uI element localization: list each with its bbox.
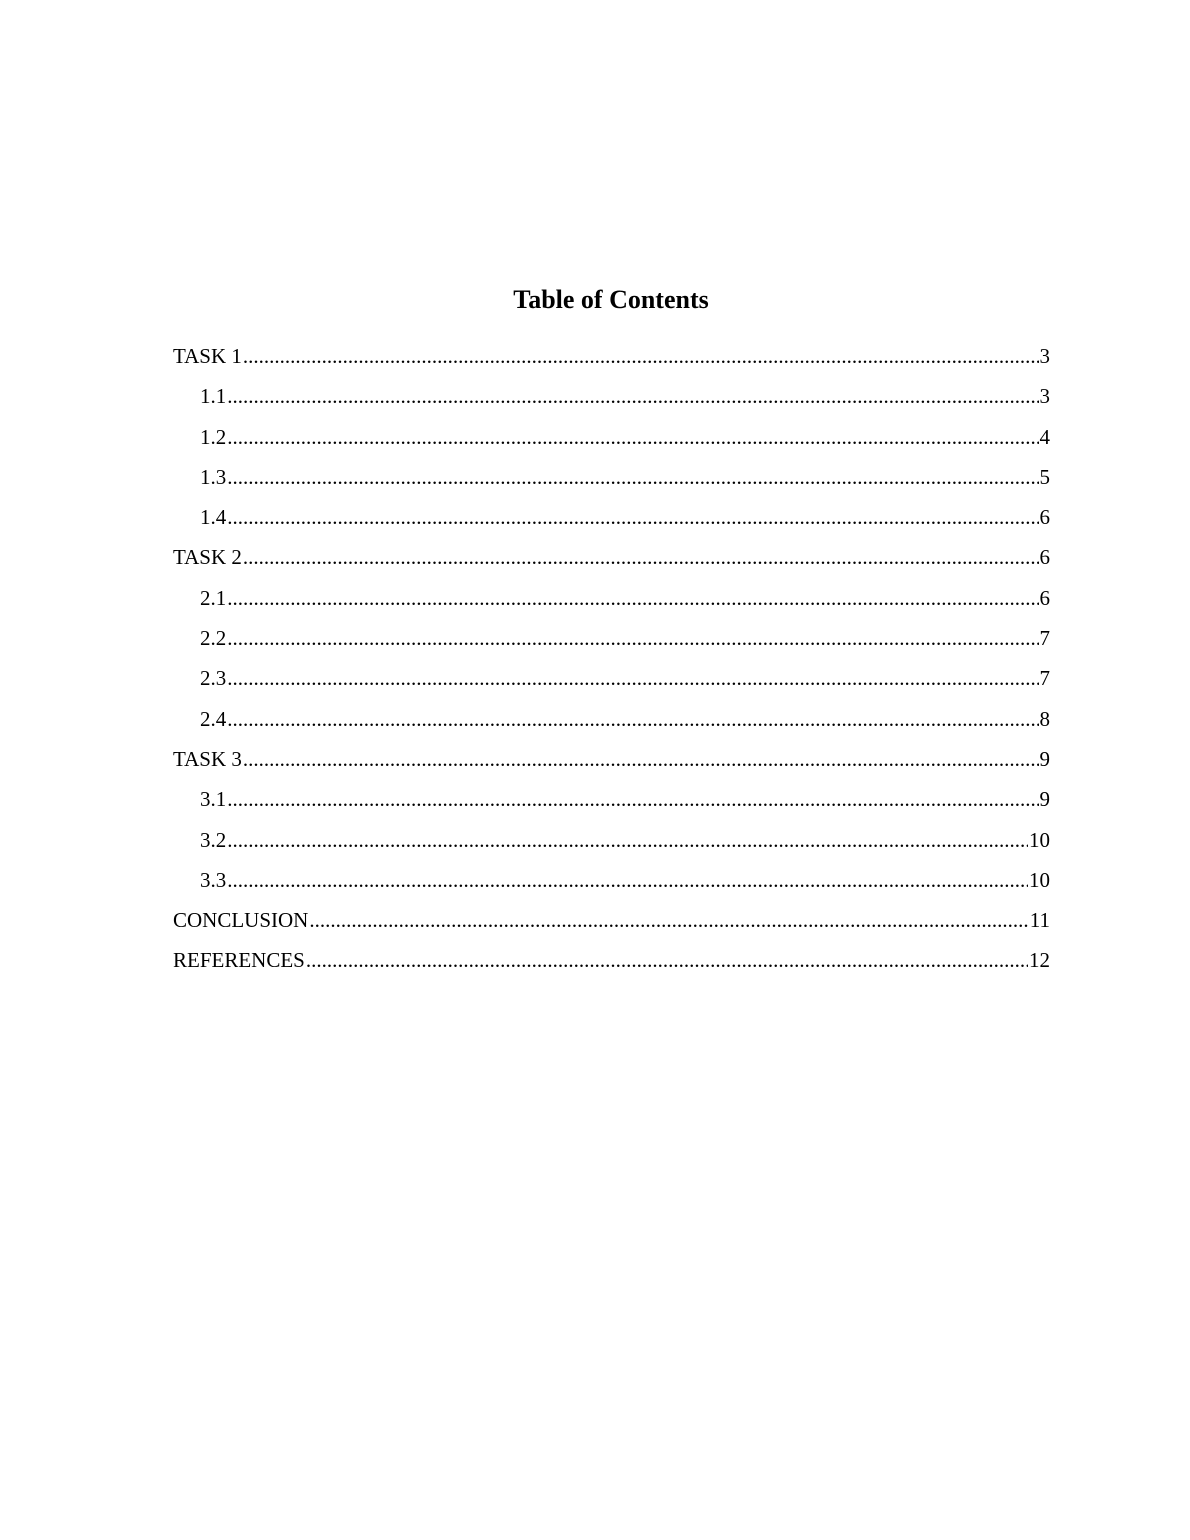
toc-dot-leader	[227, 864, 1028, 896]
toc-entry-3-2[interactable]	[173, 824, 1050, 864]
toc-dot-leader	[243, 541, 1039, 573]
toc-entry-3-1[interactable]	[173, 783, 1050, 823]
toc-entry-page-number: 5	[1039, 464, 1050, 489]
toc-entry-label: 1.2	[200, 424, 227, 449]
toc-entry-page-number: 9	[1039, 787, 1050, 812]
toc-entry-3-3[interactable]	[173, 864, 1050, 904]
toc-dot-leader	[227, 380, 1038, 412]
toc-entry-page-number: 3	[1039, 384, 1050, 409]
toc-dot-leader	[227, 421, 1038, 453]
toc-dot-leader	[227, 662, 1038, 694]
toc-dot-leader	[227, 622, 1038, 654]
toc-entry-page-number: 11	[1029, 908, 1050, 933]
toc-entry-label: 3.3	[200, 867, 227, 892]
toc-entry-1-1[interactable]	[173, 380, 1050, 420]
toc-entry-1-2[interactable]	[173, 421, 1050, 461]
toc-entry-page-number: 6	[1039, 585, 1050, 610]
toc-entry-page-number: 4	[1039, 424, 1050, 449]
toc-entry-label: CONCLUSION	[173, 908, 309, 933]
toc-entry-1-3[interactable]	[173, 461, 1050, 501]
toc-entry-page-number: 7	[1039, 626, 1050, 651]
toc-entry-conclusion[interactable]	[173, 904, 1050, 944]
toc-dot-leader	[227, 703, 1038, 735]
toc-entry-label: 1.1	[200, 384, 227, 409]
toc-entry-page-number: 7	[1039, 666, 1050, 691]
toc-entry-2-4[interactable]	[173, 703, 1050, 743]
toc-entry-2-1[interactable]	[173, 582, 1050, 622]
toc-entry-page-number: 6	[1039, 545, 1050, 570]
toc-list	[173, 340, 1050, 985]
toc-entry-references[interactable]	[173, 944, 1050, 984]
toc-entry-page-number: 8	[1039, 706, 1050, 731]
toc-entry-label: 1.3	[200, 464, 227, 489]
toc-entry-2-3[interactable]	[173, 662, 1050, 702]
toc-entry-page-number: 10	[1029, 827, 1050, 852]
toc-entry-page-number: 3	[1039, 344, 1050, 368]
toc-title: Table of Contents	[513, 285, 709, 314]
toc-entry-label: REFERENCES	[173, 948, 305, 973]
toc-entry-1-4[interactable]	[173, 501, 1050, 541]
toc-entry-label: 2.3	[200, 666, 227, 691]
toc-entry-label: TASK 3	[173, 746, 242, 771]
toc-entry-2-2[interactable]	[173, 622, 1050, 662]
toc-entry-task-3[interactable]	[173, 743, 1050, 783]
toc-entry-page-number: 10	[1029, 867, 1050, 892]
toc-entry-label: TASK 2	[173, 545, 242, 570]
toc-entry-page-number: 12	[1029, 948, 1050, 973]
toc-entry-label: TASK 1	[173, 344, 242, 368]
toc-entry-task-1[interactable]	[173, 340, 1050, 380]
toc-dot-leader	[227, 783, 1038, 815]
toc-entry-page-number: 6	[1039, 505, 1050, 530]
toc-entry-label: 2.2	[200, 626, 227, 651]
toc-dot-leader	[243, 743, 1039, 775]
toc-entry-label: 3.2	[200, 827, 227, 852]
toc-dot-leader	[306, 944, 1028, 976]
toc-entry-label: 2.1	[200, 585, 227, 610]
toc-dot-leader	[243, 340, 1039, 372]
toc-entry-task-2[interactable]	[173, 541, 1050, 581]
toc-entry-label: 3.1	[200, 787, 227, 812]
toc-dot-leader	[227, 582, 1038, 614]
toc-entry-label: 1.4	[200, 505, 227, 530]
toc-dot-leader	[227, 461, 1038, 493]
toc-entry-page-number: 9	[1039, 746, 1050, 771]
toc-dot-leader	[227, 824, 1028, 856]
toc-dot-leader	[309, 904, 1028, 936]
toc-dot-leader	[227, 501, 1038, 533]
toc-entry-label: 2.4	[200, 706, 227, 731]
